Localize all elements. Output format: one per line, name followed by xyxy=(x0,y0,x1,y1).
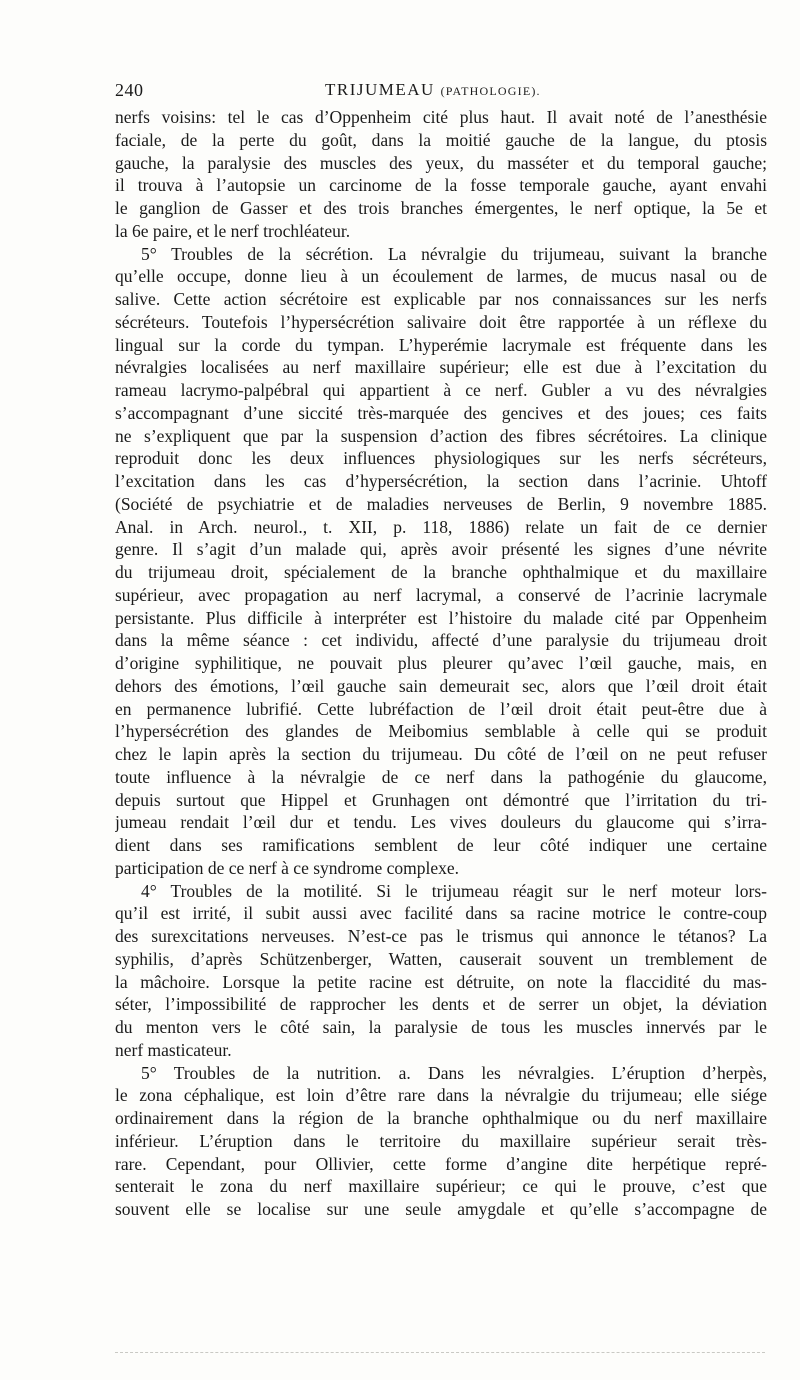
text-line: gauche, la paralysie des muscles des yeux, du masséter et du temporal gauche; xyxy=(115,152,767,173)
text-line: du menton vers le côté sain, la paralysie de tous les muscles innervés par le xyxy=(115,1017,767,1037)
text-line: le ganglion de Gasser et des trois branches émergentes, le nerf optique, la 5e et xyxy=(115,198,767,218)
text-line: lingual sur la corde du tympan. L’hyperémie lacrymale est fréquente dans les xyxy=(115,334,767,355)
text-line: le zona céphalique, est loin d’être rare dans la névralgie du trijumeau; elle siége xyxy=(115,1085,767,1106)
text-line: s’accompagnant d’une siccité très-marquée des gencives et des joues; ces faits xyxy=(115,402,767,423)
text-line: jumeau rendait l’œil dur et tendu. Les vives douleurs du glaucome qui s’irra- xyxy=(115,812,767,833)
text-line: dans la même séance : cet individu, affecté d’une paralysie du trijumeau droit xyxy=(115,630,767,651)
section-heading-line: 5° Troubles de la nutrition. a. Dans les névralgies. L’éruption d’herpès, xyxy=(141,1062,767,1083)
text-line: sécréteurs. Toutefois l’hypersécrétion salivaire doit être rapportée à un réflexe du xyxy=(115,311,767,332)
text-line: en permanence lubrifié. Cette lubréfaction de l’œil droit était peut-être due à xyxy=(115,698,767,719)
text-line: nerfs voisins: tel le cas d’Oppenheim cité plus haut. Il avait noté de l’anesthésie xyxy=(115,107,767,127)
text-line: l’excitation dans les cas d’hypersécrétion, la section dans l’acrinie. Uhtoff xyxy=(115,471,767,491)
text-line: (Société de psychiatrie et de maladies nerveuses de Berlin, 9 novembre 1885. xyxy=(115,493,767,514)
text-line: faciale, de la perte du goût, dans la moitié gauche de la langue, du ptosis xyxy=(115,129,767,150)
text-line: la 6e paire, et le nerf trochléateur. xyxy=(115,220,351,241)
page-number: 240 xyxy=(115,80,144,100)
text-line: depuis surtout que Hippel et Grunhagen ont démontré que l’irritation du tri- xyxy=(115,789,767,810)
text-line: syphilis, d’après Schützenberger, Watten, causerait souvent un tremblement de xyxy=(115,948,767,969)
running-header xyxy=(115,78,765,102)
section-heading-line: 5° Troubles de la sécrétion. La névralgie du trijumeau, suivant la branche xyxy=(141,243,767,264)
text-line: des surexcitations nerveuses. N’est-ce pas le trismus qui annonce le tétanos? La xyxy=(115,926,767,946)
text-line: participation de ce nerf à ce syndrome complexe. xyxy=(115,857,460,878)
section-heading-line: 4° Troubles de la motilité. Si le trijumeau réagit sur le nerf moteur lors- xyxy=(141,880,767,901)
text-line: ne s’expliquent que par la suspension d’action des fibres sécrétoires. La clinique xyxy=(115,425,767,446)
text-line: genre. Il s’agit d’un malade qui, après avoir présenté les signes d’une névrite xyxy=(115,539,767,560)
text-line: d’origine syphilitique, ne pouvait plus pleurer qu’avec l’œil gauche, mais, en xyxy=(115,653,767,673)
text-line: qu’elle occupe, donne lieu à un écoulement de larmes, de mucus nasal ou de xyxy=(115,266,767,287)
text-line: du trijumeau droit, spécialement de la branche ophthalmique et du maxillaire xyxy=(115,562,767,582)
text-line: il trouva à l’autopsie un carcinome de la fosse temporale gauche, ayant envahi xyxy=(115,175,767,196)
text-line: dehors des émotions, l’œil gauche sain demeurait sec, alors que l’œil droit était xyxy=(115,675,767,696)
text-line: supérieur, avec propagation au nerf lacrymal, a conservé de l’acrinie lacrymale xyxy=(115,584,767,605)
text-line: ordinairement dans la région de la branche ophthalmique ou du nerf maxillaire xyxy=(115,1108,767,1128)
text-line: qu’il est irrité, il subit aussi avec facilité dans sa racine motrice le contre-coup xyxy=(115,903,767,924)
text-line: reproduit donc les deux influences physiologiques sur les nerfs sécréteurs, xyxy=(115,448,767,469)
header-title xyxy=(325,78,541,103)
text-line: souvent elle se localise sur une seule amygdale et qu’elle s’accompagne de xyxy=(115,1199,767,1219)
page-bottom-rule xyxy=(115,1352,765,1353)
text-line: chez le lapin après la section du trijumeau. Du côté de l’œil on ne peut refuser xyxy=(115,744,767,764)
text-line: toute influence à la névralgie de ce nerf dans la pathogénie du glaucome, xyxy=(115,766,767,787)
text-line: séter, l’impossibilité de rapprocher les dents et de serrer un objet, la déviation xyxy=(115,994,767,1015)
header-title-main: TRIJUMEAU xyxy=(325,80,435,99)
text-line: nerf masticateur. xyxy=(115,1039,232,1060)
text-line: salive. Cette action sécrétoire est explicable par nos connaissances sur les nerfs xyxy=(115,289,767,309)
text-line: rameau lacrymo-palpébral qui appartient à ce nerf. Gubler a vu des névralgies xyxy=(115,380,767,400)
text-line: rare. Cependant, pour Ollivier, cette forme d’angine dite herpétique repré- xyxy=(115,1153,767,1174)
text-line: Anal. in Arch. neurol., t. XII, p. 118, 1886) relate un fait de ce dernier xyxy=(115,516,767,537)
text-line: la mâchoire. Lorsque la petite racine est détruite, on note la flaccidité du mas- xyxy=(115,971,767,992)
text-line: névralgies localisées au nerf maxillaire supérieur; elle est due à l’excitation du xyxy=(115,357,767,378)
body-text xyxy=(115,106,767,1221)
text-line: dient dans ses ramifications semblent de leur côté indiquer une certaine xyxy=(115,835,767,855)
text-line: senterait le zona du nerf maxillaire supérieur; ce qui le prouve, c’est que xyxy=(115,1176,767,1197)
header-subtitle: (PATHOLOGIE). xyxy=(440,84,541,98)
text-line: l’hypersécrétion des glandes de Meibomius semblable à celle qui se produit xyxy=(115,721,767,742)
text-line: persistante. Plus difficile à interpréter est l’histoire du malade cité par Oppenheim xyxy=(115,607,767,628)
text-line: inférieur. L’éruption dans le territoire du maxillaire supérieur serait très- xyxy=(115,1130,767,1151)
